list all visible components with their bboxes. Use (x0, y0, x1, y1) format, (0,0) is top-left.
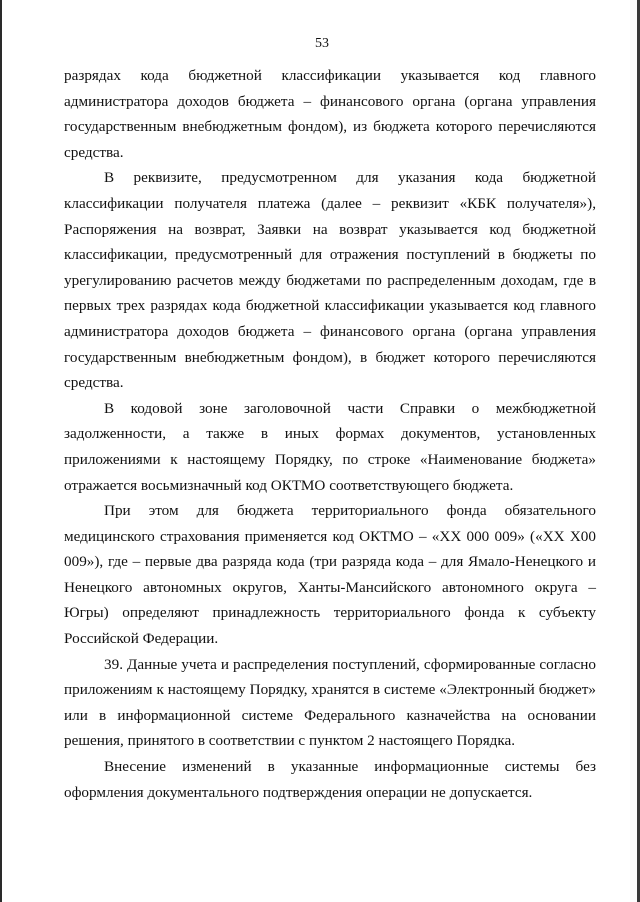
paragraph-2: В реквизите, предусмотренном для указания кода бюджетной классификации получателя платежа (далее – реквизит «КБК получателя»), Распоряжения на возврат, Заявки на возврат указывается код бюджетной классификации, предусмотренный для отражения поступлений в бюджеты по урегулированию расчетов между бюджетами по распределенным доходам, где в первых трех разрядах кода бюджетной классификации указывается код главного администратора доходов бюджета – финансового органа (органа управления государственным внебюджетным фондом), в бюджет которого перечисляются средства. (64, 169, 596, 392)
paragraph-4: При этом для бюджета территориального фонда обязательного медицинского страхования применяется код ОКТМО – «ХХ 000 009» («ХХ Х00 009»), где – первые два разряда кода (три разряда кода – для Ямало-Ненецкого и Ненецкого автономных округов, Ханты-Мансийского автономного округа – Югры) определяют принадлежность территориального фонда к субъекту Российской Федерации. (64, 502, 596, 648)
paragraph-6: Внесение изменений в указанные информационные системы без оформления документального подтверждения операции не допускается. (64, 758, 596, 801)
paragraph-1: разрядах кода бюджетной классификации указывается код главного администратора доходов бюджета – финансового органа (органа управления государственным внебюджетным фондом), из бюджета которого перечисляются средства. (64, 67, 596, 161)
paragraph-5: 39. Данные учета и распределения поступлений, сформированные согласно приложениям к настоящему Порядку, хранятся в системе «Электронный бюджет» или в информационной системе Федерального казначейства на основании решения, принятого в соответствии с пунктом 2 настоящего Порядка. (64, 655, 596, 750)
page-number: 53 (315, 36, 329, 51)
document-body (64, 63, 596, 805)
paragraph-3: В кодовой зоне заголовочной части Справки о межбюджетной задолженности, а также в иных формах документов, установленных приложениями к настоящему Порядку, по строке «Наименование бюджета» отражается восьмизначный код ОКТМО соответствующего бюджета. (64, 399, 596, 494)
